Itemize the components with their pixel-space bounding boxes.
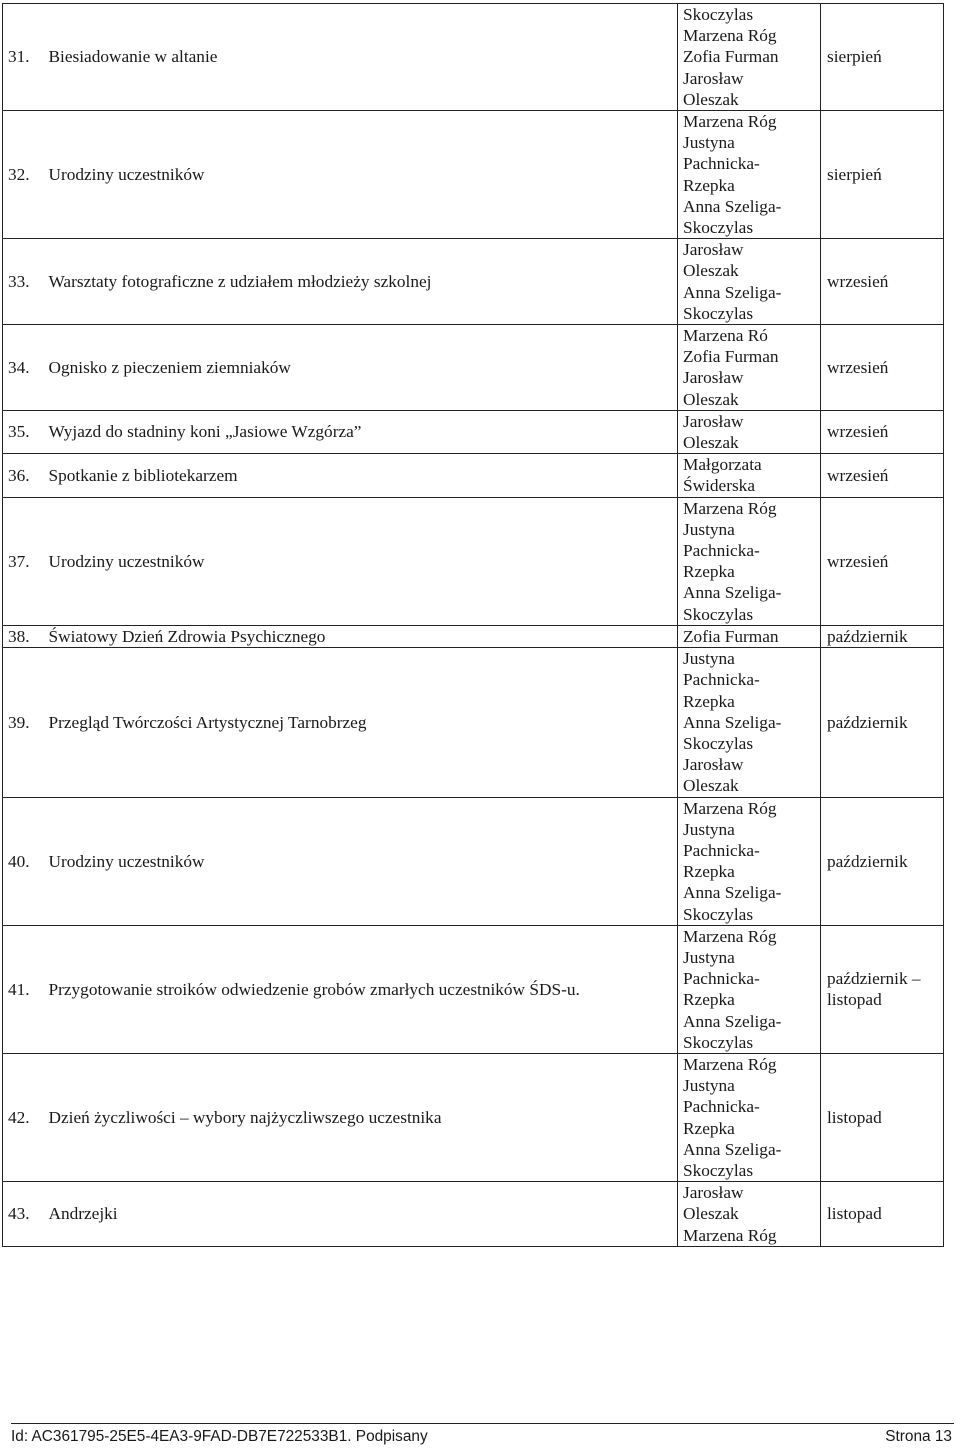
table-row [3,239,944,325]
activity-month [821,111,944,239]
person-name-line: Marzena Ró [683,326,768,346]
person-name-line: Skoczylas [683,5,754,24]
person-name-line: Anna Szeliga- [683,196,782,216]
person-name-line: Zofia Furman [683,47,779,67]
activity-number: 41. [3,925,45,1053]
month-line: wrzesień [827,465,889,485]
responsible-persons [678,410,821,453]
responsible-persons [678,797,821,925]
activity-number: 33. [3,239,45,325]
activity-month [821,239,944,325]
activity-month [821,625,944,647]
table-row [3,454,944,497]
responsible-persons [678,1182,821,1247]
activity-title: Andrzejki [45,1182,678,1247]
document-id: Id: AC361795-25E5-4EA3-9FAD-DB7E722533B1. Podpisany [11,1428,428,1445]
activity-month [821,925,944,1053]
person-name-line: Rzepka [683,175,735,195]
table-row [3,797,944,925]
person-name-line: Jarosław [683,411,744,431]
month-line: wrzesień [827,422,889,442]
responsible-persons [678,648,821,797]
person-name-line: Oleszak [683,261,739,281]
person-name-line: Pachnicka- [683,541,760,561]
person-name-line: Justyna [683,519,735,539]
month-line: sierpień [827,165,882,185]
table-row [3,4,944,111]
person-name-line: Rzepka [683,691,735,711]
table-row [3,410,944,453]
person-name-line: Anna Szeliga- [683,1011,782,1031]
table-row [3,1182,944,1247]
activity-month [821,4,944,111]
responsible-persons [678,1053,821,1181]
month-line: listopad [827,990,882,1010]
person-name-line: Jarosław [683,1183,744,1203]
person-name-line: Marzena Róg [683,26,777,46]
month-line: listopad [827,1107,882,1127]
responsible-persons [678,925,821,1053]
table-row [3,648,944,797]
activity-number: 40. [3,797,45,925]
activity-number: 37. [3,497,45,625]
person-name-line: Rzepka [683,990,735,1010]
activity-title: Dzień życzliwości – wybory najżyczliwszego uczestnika [45,1053,678,1181]
page-number: Strona 13 [885,1428,952,1445]
activity-number: 32. [3,111,45,239]
activity-month [821,648,944,797]
person-name-line: Marzena Róg [683,498,777,518]
person-name-line: Skoczylas [683,733,754,753]
person-name-line: Rzepka [683,1118,735,1138]
person-name-line: Świderska [683,476,755,496]
responsible-persons [678,4,821,111]
activity-number: 36. [3,454,45,497]
person-name-line: Oleszak [683,776,739,796]
person-name-line: Oleszak [683,389,739,409]
activity-title: Spotkanie z bibliotekarzem [45,454,678,497]
table-row [3,625,944,647]
person-name-line: Anna Szeliga- [683,1139,782,1159]
activity-title: Przegląd Twórczości Artystycznej Tarnobrzeg [45,648,678,797]
month-line: październik – [827,969,921,989]
person-name-line: Skoczylas [683,303,754,323]
person-name-line: Marzena Róg [683,926,777,946]
person-name-line: Pachnicka- [683,670,760,690]
activity-number: 39. [3,648,45,797]
table-row [3,1053,944,1181]
responsible-persons [678,239,821,325]
person-name-line: Rzepka [683,862,735,882]
month-line: październik [827,851,908,871]
activity-number: 34. [3,325,45,411]
table-row [3,925,944,1053]
activity-number: 42. [3,1053,45,1181]
person-name-line: Marzena Róg [683,1054,777,1074]
person-name-line: Oleszak [683,433,739,453]
activity-title: Urodziny uczestników [45,497,678,625]
table-row [3,325,944,411]
activity-plan-table [2,3,944,1247]
activity-title: Urodziny uczestników [45,111,678,239]
person-name-line: Justyna [683,649,735,669]
person-name-line: Justyna [683,1076,735,1096]
activity-plan-body [3,4,944,1247]
person-name-line: Anna Szeliga- [683,712,782,732]
person-name-line: Pachnicka- [683,1097,760,1117]
activity-number: 35. [3,410,45,453]
person-name-line: Skoczylas [683,904,754,924]
person-name-line: Skoczylas [683,218,754,238]
person-name-line: Pachnicka- [683,969,760,989]
person-name-line: Justyna [683,947,735,967]
person-name-line: Rzepka [683,562,735,582]
activity-month [821,454,944,497]
month-line: październik [827,626,908,646]
activity-month [821,1182,944,1247]
month-line: wrzesień [827,551,889,571]
responsible-persons [678,325,821,411]
activity-title: Ognisko z pieczeniem ziemniaków [45,325,678,411]
person-name-line: Jarosław [683,755,744,775]
month-line: listopad [827,1204,882,1224]
person-name-line: Zofia Furman [683,626,779,646]
person-name-line: Marzena Róg [683,112,777,132]
person-name-line: Marzena Róg [683,1225,777,1245]
activity-month [821,410,944,453]
activity-title: Warsztaty fotograficzne z udziałem młodzieży szkolnej [45,239,678,325]
activity-month [821,1053,944,1181]
activity-title: Przygotowanie stroików odwiedzenie grobów zmarłych uczestników ŚDS-u. [45,925,678,1053]
person-name-line: Anna Szeliga- [683,282,782,302]
activity-title: Światowy Dzień Zdrowia Psychicznego [45,625,678,647]
activity-title: Biesiadowanie w altanie [45,4,678,111]
person-name-line: Skoczylas [683,1032,754,1052]
activity-month [821,325,944,411]
activity-title: Wyjazd do stadniny koni „Jasiowe Wzgórza” [45,410,678,453]
responsible-persons [678,625,821,647]
activity-month [821,497,944,625]
table-row [3,497,944,625]
month-line: wrzesień [827,272,889,292]
person-name-line: Jarosław [683,240,744,260]
person-name-line: Małgorzata [683,455,762,475]
table-row [3,111,944,239]
person-name-line: Skoczylas [683,604,754,624]
person-name-line: Oleszak [683,1204,739,1224]
activity-month [821,797,944,925]
person-name-line: Jarosław [683,368,744,388]
month-line: wrzesień [827,357,889,377]
person-name-line: Marzena Róg [683,798,777,818]
month-line: październik [827,712,908,732]
person-name-line: Anna Szeliga- [683,583,782,603]
responsible-persons [678,454,821,497]
activity-number: 43. [3,1182,45,1247]
page-footer [11,1423,954,1445]
responsible-persons [678,111,821,239]
activity-title: Urodziny uczestników [45,797,678,925]
activity-number: 38. [3,625,45,647]
person-name-line: Anna Szeliga- [683,883,782,903]
person-name-line: Jarosław [683,68,744,88]
person-name-line: Zofia Furman [683,347,779,367]
responsible-persons [678,497,821,625]
person-name-line: Justyna [683,819,735,839]
person-name-line: Justyna [683,133,735,153]
person-name-line: Pachnicka- [683,154,760,174]
activity-number: 31. [3,4,45,111]
month-line: sierpień [827,47,882,67]
person-name-line: Pachnicka- [683,840,760,860]
person-name-line: Skoczylas [683,1160,754,1180]
person-name-line: Oleszak [683,89,739,109]
